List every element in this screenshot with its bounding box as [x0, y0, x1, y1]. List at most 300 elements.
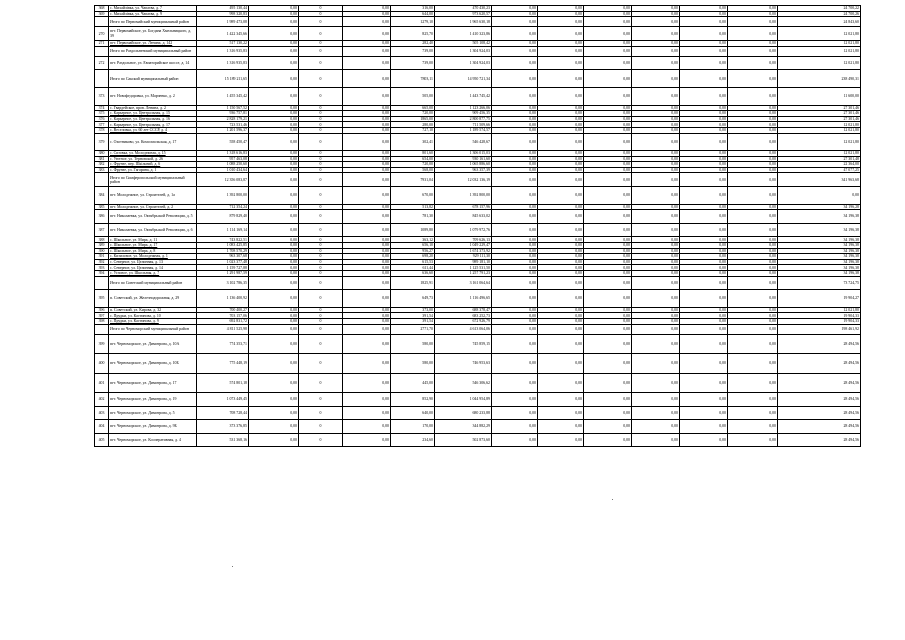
value-cell: 513,82 — [391, 204, 435, 210]
value-cell: 0,00 — [728, 6, 778, 12]
value-cell: 0,00 — [680, 204, 728, 210]
value-cell: 0,00 — [492, 151, 538, 157]
value-cell: 0,00 — [728, 210, 778, 224]
value-cell: 4 613 064,06 — [435, 324, 492, 334]
value-cell: 12 021,80 — [778, 122, 861, 128]
value-cell: 0,00 — [728, 433, 778, 447]
value-cell: 24 700,26 — [778, 11, 861, 17]
value-cell: 1 116 496,65 — [435, 290, 492, 308]
value-cell: 1 088 250,60 — [197, 162, 249, 168]
value-cell: 801,60 — [391, 151, 435, 157]
address-cell: с. Прудки, ул. Кастинова, д. 9 — [109, 318, 197, 324]
value-cell: 0 — [299, 265, 343, 271]
value-cell: 0,00 — [584, 116, 632, 122]
value-cell: 28 494,56 — [778, 433, 861, 447]
value-cell: 12 032 136,19 — [435, 173, 492, 187]
value-cell: 0,00 — [538, 248, 584, 254]
value-cell: 0,00 — [632, 259, 680, 265]
value-cell: 1 392 800,00 — [197, 187, 249, 205]
value-cell: 24 700,22 — [778, 6, 861, 12]
value-cell: 0,00 — [584, 162, 632, 168]
value-cell: 12 021,80 — [778, 127, 861, 133]
value-cell: 1 392 800,00 — [435, 187, 492, 205]
address-cell: с. Фрунзе, пер. Шкільний, д. 6 — [109, 162, 197, 168]
value-cell: 0,00 — [492, 254, 538, 260]
address-cell: с. Михайлівка, ул. Чапаєва, д. 7 — [109, 6, 197, 12]
value-cell: 0,00 — [538, 433, 584, 447]
value-cell: 0,00 — [538, 116, 584, 122]
value-cell: 989 181,10 — [435, 259, 492, 265]
value-cell: 470 430,23 — [435, 6, 492, 12]
value-cell: 0,00 — [249, 334, 299, 353]
value-cell: 580,00 — [391, 334, 435, 353]
value-cell: 665,00 — [391, 105, 435, 111]
address-cell: с. Охотниково, ул. Комсомольская, д. 17 — [109, 133, 197, 151]
value-cell: 0,00 — [632, 204, 680, 210]
value-cell: 845 633,02 — [435, 210, 492, 224]
value-cell: 0,00 — [680, 259, 728, 265]
value-cell: 0,00 — [632, 324, 680, 334]
value-cell: 0,00 — [343, 210, 391, 224]
value-cell: 0,00 — [249, 373, 299, 392]
value-cell: 0,00 — [584, 40, 632, 46]
value-cell: 0,00 — [632, 105, 680, 111]
value-cell: 341 963,68 — [778, 173, 861, 187]
value-cell: 34 196,38 — [778, 248, 861, 254]
value-cell: 0,00 — [249, 167, 299, 173]
value-cell: 28 494,56 — [778, 420, 861, 434]
table-row — [95, 223, 861, 237]
subtotal-row — [95, 46, 861, 56]
value-cell: 774 353,71 — [197, 334, 249, 353]
value-cell: 0 — [299, 151, 343, 157]
value-cell: 505 108,42 — [435, 40, 492, 46]
value-cell: 0,00 — [728, 334, 778, 353]
value-cell: 0 — [299, 167, 343, 173]
value-cell: 0,00 — [728, 87, 778, 105]
table-row — [95, 187, 861, 205]
row-number-cell: 403 — [95, 406, 109, 420]
value-cell: 656,10 — [391, 243, 435, 249]
value-cell: 0,00 — [680, 27, 728, 41]
value-cell: 0,00 — [680, 70, 728, 88]
value-cell: 0,00 — [492, 259, 538, 265]
address-cell: пгт. Раздольное, ул. Евпаторийское шоссе, д. 14 — [109, 56, 197, 70]
address-cell: пгт. Черноморское, ул. Димитрова, д. 19 — [109, 392, 197, 406]
value-cell: 0,00 — [632, 122, 680, 128]
value-cell: 0,00 — [632, 40, 680, 46]
value-cell: 0,00 — [538, 122, 584, 128]
value-cell: 0,00 — [584, 56, 632, 70]
value-cell: 0,00 — [538, 70, 584, 88]
value-cell: 28 494,56 — [778, 354, 861, 373]
value-cell: 0,00 — [680, 318, 728, 324]
value-cell: 0,00 — [249, 46, 299, 56]
scan-speck — [612, 499, 613, 500]
value-cell: 0,00 — [680, 127, 728, 133]
value-cell: 1865,00 — [391, 116, 435, 122]
address-cell: пгт. Черноморское, ул. Димитрова, д. 10А — [109, 334, 197, 353]
value-cell: 0,00 — [492, 116, 538, 122]
value-cell: 0,00 — [249, 11, 299, 17]
value-cell: 0,00 — [492, 210, 538, 224]
row-number-cell: 271 — [95, 40, 109, 46]
value-cell: 0,00 — [584, 70, 632, 88]
value-cell: 0,00 — [538, 318, 584, 324]
value-cell: 0,00 — [492, 173, 538, 187]
value-cell: 1 079 972,76 — [435, 223, 492, 237]
value-cell: 1 073 449,45 — [197, 392, 249, 406]
value-cell: 640,00 — [391, 406, 435, 420]
value-cell: 0,00 — [728, 271, 778, 277]
value-cell: 27 301,48 — [778, 156, 861, 162]
value-cell: 0,00 — [728, 290, 778, 308]
address-cell: пгт. Первомайское, ул. Ленина, д. 142 — [109, 40, 197, 46]
address-cell: с. Фрунзе, ул. Гагарина, д. 1 — [109, 167, 197, 173]
value-cell: 0,00 — [680, 254, 728, 260]
value-cell: 698,20 — [391, 254, 435, 260]
row-number-cell — [95, 17, 109, 27]
value-cell: 0,00 — [538, 46, 584, 56]
value-cell: 0,00 — [538, 290, 584, 308]
row-number-cell: 390 — [95, 248, 109, 254]
value-cell: 27 301,46 — [778, 116, 861, 122]
table-row — [95, 392, 861, 406]
value-cell: 0,00 — [728, 156, 778, 162]
value-cell: 0,00 — [728, 133, 778, 151]
value-cell: 963 357,39 — [435, 167, 492, 173]
value-cell: 0,00 — [632, 420, 680, 434]
value-cell: 27 301,46 — [778, 105, 861, 111]
value-cell: 0,00 — [728, 313, 778, 319]
value-cell: 0,00 — [343, 156, 391, 162]
value-cell: 0,00 — [343, 259, 391, 265]
value-cell: 0,00 — [492, 133, 538, 151]
address-cell: пгт. Черноморское, ул. Димитрова, д. 9Б — [109, 420, 197, 434]
value-cell: 1 049 229,47 — [435, 243, 492, 249]
value-cell: 0,00 — [249, 433, 299, 447]
value-cell: 0,00 — [492, 87, 538, 105]
table-row — [95, 133, 861, 151]
value-cell: 1 150 567,52 — [197, 105, 249, 111]
value-cell: 1 708 570,29 — [197, 248, 249, 254]
address-cell: п. Советский, ул. Кирова, д. 32 — [109, 307, 197, 313]
value-cell: 0 — [299, 133, 343, 151]
value-cell: 0,00 — [249, 156, 299, 162]
value-cell: 0 — [299, 354, 343, 373]
value-cell: 0,00 — [249, 243, 299, 249]
value-cell: 0,00 — [632, 111, 680, 117]
value-cell: 0,00 — [728, 46, 778, 56]
address-cell: с. Кизиловое, ул. Молодежная, д. 1 — [109, 254, 197, 260]
value-cell: 4 811 525,98 — [197, 324, 249, 334]
row-number-cell: 382 — [95, 162, 109, 168]
value-cell: 0,00 — [343, 265, 391, 271]
table-row — [95, 87, 861, 105]
value-cell: 2771,70 — [391, 324, 435, 334]
value-cell: 0,00 — [728, 40, 778, 46]
value-cell: 0,00 — [343, 111, 391, 117]
value-cell: 0,00 — [584, 318, 632, 324]
value-cell: 3 161 064,64 — [435, 276, 492, 290]
value-cell: 0,00 — [343, 105, 391, 111]
row-number-cell: 396 — [95, 307, 109, 313]
value-cell: 1 044 954,89 — [435, 392, 492, 406]
value-cell: 0,00 — [584, 122, 632, 128]
value-cell: 546 306,62 — [435, 373, 492, 392]
value-cell: 1 304 924,03 — [435, 46, 492, 56]
value-cell: 0,00 — [584, 187, 632, 205]
value-cell: 0,00 — [584, 237, 632, 243]
value-cell: 0,00 — [249, 173, 299, 187]
address-cell: с. Веселовка, ул. 60 лет СССР, д. 4 — [109, 127, 197, 133]
value-cell: 0,00 — [538, 17, 584, 27]
value-cell: 688 378,47 — [435, 307, 492, 313]
value-cell: 0,00 — [343, 27, 391, 41]
value-cell: 0,00 — [249, 265, 299, 271]
value-cell: 0,00 — [584, 307, 632, 313]
value-cell: 0,00 — [492, 162, 538, 168]
value-cell: 683 252,73 — [435, 313, 492, 319]
value-cell: 0 — [299, 56, 343, 70]
value-cell: 1089,80 — [391, 223, 435, 237]
value-cell: 0,00 — [343, 254, 391, 260]
value-cell: 0 — [299, 46, 343, 56]
value-cell: 0,00 — [343, 17, 391, 27]
value-cell: 0,00 — [632, 151, 680, 157]
value-cell: 0,00 — [728, 259, 778, 265]
value-cell: 0,00 — [632, 6, 680, 12]
value-cell: 234,60 — [391, 433, 435, 447]
value-cell: 1 674 373,92 — [435, 248, 492, 254]
address-cell: Итого по Раздольненский муниципальный район — [109, 46, 197, 56]
value-cell: 0,00 — [492, 237, 538, 243]
value-cell: 0,00 — [632, 46, 680, 56]
value-cell: 0,00 — [632, 254, 680, 260]
value-cell: 1825,91 — [391, 276, 435, 290]
value-cell: 0,00 — [538, 373, 584, 392]
value-cell: 0,00 — [538, 420, 584, 434]
value-cell: 727,10 — [391, 127, 435, 133]
value-cell: 0,00 — [343, 167, 391, 173]
value-cell: 0,00 — [249, 248, 299, 254]
value-cell: 0,00 — [680, 11, 728, 17]
value-cell: 568,00 — [391, 167, 435, 173]
row-number-cell: 395 — [95, 290, 109, 308]
value-cell: 531 368,16 — [197, 433, 249, 447]
row-number-cell: 405 — [95, 433, 109, 447]
value-cell: 0,00 — [584, 133, 632, 151]
value-cell: 0,00 — [538, 173, 584, 187]
value-cell: 0,00 — [492, 265, 538, 271]
value-cell: 0,00 — [249, 318, 299, 324]
address-cell: с. Карьерное, ул. Центральная, д. 17 — [109, 122, 197, 128]
value-cell: 0 — [299, 6, 343, 12]
value-cell: 0,00 — [728, 237, 778, 243]
value-cell: 0,00 — [249, 116, 299, 122]
value-cell: 0,00 — [728, 307, 778, 313]
value-cell: 0,00 — [249, 237, 299, 243]
value-cell: 0,00 — [492, 318, 538, 324]
value-cell: 0 — [299, 271, 343, 277]
value-cell: 0 — [299, 406, 343, 420]
value-cell: 825,70 — [391, 27, 435, 41]
row-number-cell: 397 — [95, 313, 109, 319]
value-cell: 0,00 — [343, 46, 391, 56]
value-cell: 909 456,35 — [435, 111, 492, 117]
value-cell: 238 490,31 — [778, 70, 861, 88]
row-number-cell: 379 — [95, 133, 109, 151]
value-cell: 0,00 — [343, 40, 391, 46]
value-cell: 0,00 — [632, 133, 680, 151]
row-number-cell: 373 — [95, 87, 109, 105]
value-cell: 678 157,96 — [435, 204, 492, 210]
value-cell: 0,00 — [343, 307, 391, 313]
address-cell: пгт. Николаевка, ул. Октябрьской Революции, д. 6 — [109, 223, 197, 237]
value-cell: 0,00 — [343, 433, 391, 447]
value-cell: 0,00 — [584, 433, 632, 447]
value-cell: 0,00 — [632, 223, 680, 237]
value-cell: 0 — [299, 173, 343, 187]
value-cell: 775 448,19 — [197, 354, 249, 373]
row-number-cell: 389 — [95, 243, 109, 249]
value-cell: 0,00 — [680, 210, 728, 224]
value-cell: 0,00 — [538, 6, 584, 12]
value-cell: 0 — [299, 70, 343, 88]
value-cell: 0,00 — [492, 223, 538, 237]
value-cell: 0 — [299, 156, 343, 162]
value-cell: 0 — [299, 111, 343, 117]
row-number-cell: 368 — [95, 6, 109, 12]
row-number-cell: 402 — [95, 392, 109, 406]
value-cell: 1 291 987,59 — [197, 271, 249, 277]
value-cell: 1 010 434,64 — [197, 167, 249, 173]
value-cell: 0,00 — [249, 324, 299, 334]
value-cell: 1 410 323,86 — [435, 27, 492, 41]
value-cell: 0,00 — [249, 6, 299, 12]
value-cell: 1 316 935,83 — [197, 56, 249, 70]
value-cell: 973 620,57 — [435, 11, 492, 17]
value-cell: 712 354,24 — [197, 204, 249, 210]
value-cell: 1279,10 — [391, 17, 435, 27]
value-cell: 0,00 — [728, 373, 778, 392]
value-cell: 0,00 — [492, 307, 538, 313]
value-cell: 0,00 — [249, 204, 299, 210]
value-cell: 0,00 — [492, 56, 538, 70]
value-cell: 670,00 — [391, 187, 435, 205]
value-cell: 0,00 — [632, 70, 680, 88]
value-cell: 1 159 727,88 — [197, 265, 249, 271]
value-cell: 1 965 630,18 — [435, 17, 492, 27]
table-row — [95, 433, 861, 447]
value-cell: 0,00 — [728, 27, 778, 41]
value-cell: 0,00 — [343, 248, 391, 254]
value-cell: 0,00 — [584, 290, 632, 308]
value-cell: 0,00 — [632, 276, 680, 290]
value-cell: 0,00 — [538, 243, 584, 249]
address-cell: пгт. Черноморское, ул. Димитрова, д. 17 — [109, 373, 197, 392]
value-cell: 0,00 — [728, 11, 778, 17]
value-cell: 0,00 — [680, 290, 728, 308]
value-cell: 0,00 — [492, 354, 538, 373]
value-cell: 7803,11 — [391, 70, 435, 88]
value-cell: 0,00 — [492, 156, 538, 162]
value-cell: 0,00 — [680, 433, 728, 447]
value-cell: 1 065 886,60 — [435, 162, 492, 168]
value-cell: 0,00 — [680, 151, 728, 157]
table-row — [95, 27, 861, 41]
value-cell: 0,00 — [728, 254, 778, 260]
address-cell: с. Михайлівка, ул. Чапаєва, д. 9 — [109, 11, 197, 17]
value-cell: 879 829,40 — [197, 210, 249, 224]
value-cell: 0,00 — [632, 271, 680, 277]
value-cell: 0 — [299, 290, 343, 308]
value-cell: 0,00 — [632, 392, 680, 406]
value-cell: 1 023 377,48 — [197, 259, 249, 265]
value-cell: 12 021,80 — [778, 27, 861, 41]
row-number-cell: 270 — [95, 27, 109, 41]
value-cell: 0,00 — [728, 223, 778, 237]
value-cell: 0,00 — [778, 187, 861, 205]
value-cell: 0,00 — [538, 406, 584, 420]
value-cell: 0,00 — [680, 111, 728, 117]
value-cell: 0,00 — [249, 40, 299, 46]
value-cell: 0,00 — [680, 307, 728, 313]
value-cell: 0,00 — [728, 420, 778, 434]
value-cell: 34 196,38 — [778, 254, 861, 260]
value-cell: 0,00 — [728, 56, 778, 70]
value-cell: 391,54 — [391, 318, 435, 324]
value-cell: 546 428,67 — [435, 133, 492, 151]
address-cell: с. Уютное, ул. Терновской, д. 26 — [109, 156, 197, 162]
value-cell: 505,00 — [391, 87, 435, 105]
value-cell: 34 196,38 — [778, 259, 861, 265]
value-cell: 0,00 — [632, 248, 680, 254]
value-cell: 0,00 — [492, 111, 538, 117]
value-cell: 0,00 — [492, 70, 538, 88]
value-cell: 0 — [299, 40, 343, 46]
value-cell: 445,00 — [391, 373, 435, 392]
value-cell: 0,00 — [249, 17, 299, 27]
value-cell: 644,00 — [391, 11, 435, 17]
row-number-cell: 384 — [95, 187, 109, 205]
row-number-cell: 375 — [95, 111, 109, 117]
value-cell: 19 904,27 — [778, 290, 861, 308]
address-cell: пгт. Новофедоровка, ул. Марченко, д. 2 — [109, 87, 197, 105]
value-cell: 0,00 — [680, 334, 728, 353]
value-cell: 0,00 — [584, 87, 632, 105]
value-cell: 0,00 — [680, 276, 728, 290]
value-cell: 852,90 — [391, 392, 435, 406]
value-cell: 0,00 — [249, 151, 299, 157]
value-cell: 0,00 — [343, 11, 391, 17]
address-cell: п. Советский, ул. Железнодорожная, д. 29 — [109, 290, 197, 308]
value-cell: 34 196,38 — [778, 210, 861, 224]
value-cell: 0,00 — [492, 204, 538, 210]
table-row — [95, 56, 861, 70]
row-number-cell: 394 — [95, 271, 109, 277]
value-cell: 0,00 — [249, 127, 299, 133]
value-cell: 1 257 791,23 — [435, 271, 492, 277]
value-cell: 0,00 — [343, 324, 391, 334]
value-cell: 0,00 — [343, 406, 391, 420]
value-cell: 0,00 — [680, 223, 728, 237]
value-cell: 0,00 — [680, 122, 728, 128]
value-cell: 0,00 — [492, 187, 538, 205]
value-cell: 0,00 — [728, 167, 778, 173]
value-cell: 0,00 — [492, 243, 538, 249]
value-cell: 0,00 — [680, 46, 728, 56]
